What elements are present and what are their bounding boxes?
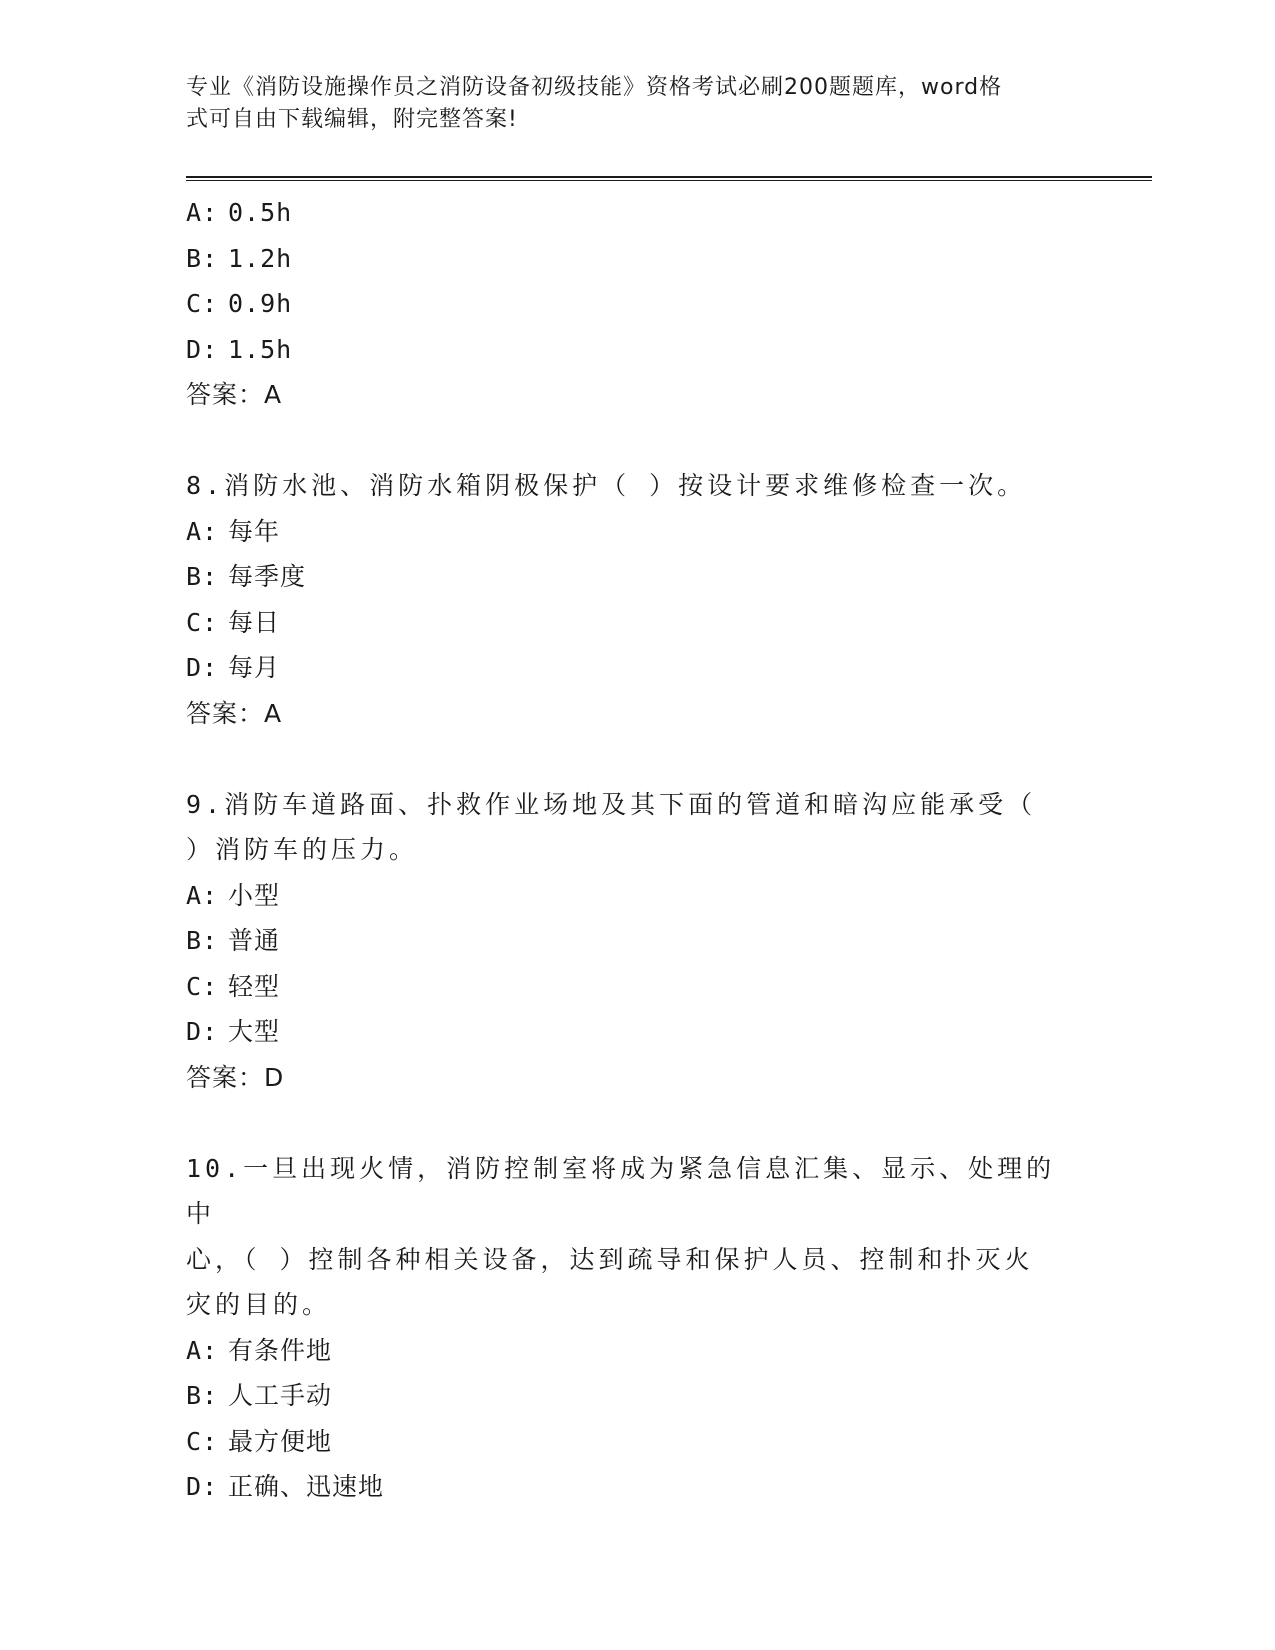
option-label: D: (186, 1017, 219, 1046)
option-text: 人工手动 (228, 1381, 333, 1410)
option-text: 1.2h (228, 243, 293, 273)
option-text: 每年 (228, 516, 281, 546)
option-label: D: (186, 653, 219, 682)
option-c (186, 964, 1086, 1010)
question-8 (186, 463, 1086, 736)
answer-line: 答案：A (186, 380, 283, 409)
option-c (186, 1419, 1086, 1465)
option-text: 0.9h (228, 289, 293, 318)
option-label: C: (186, 971, 219, 1001)
option-a (186, 873, 1086, 919)
question-stem-line-1: 10.一旦出现火情，消防控制室将成为紧急信息汇集、显示、处理的中 (186, 1153, 1056, 1228)
option-text: 小型 (228, 880, 281, 910)
option-text: 正确、迅速地 (228, 1472, 385, 1501)
option-text: 最方便地 (228, 1426, 333, 1456)
option-text: 每季度 (228, 562, 307, 591)
option-b (186, 554, 1086, 600)
option-b (186, 918, 1086, 964)
option-text: 1.5h (228, 334, 293, 364)
question-9 (186, 782, 1086, 1101)
option-text: 轻型 (228, 971, 281, 1001)
option-text: 每月 (228, 653, 281, 682)
option-d (186, 645, 1086, 691)
option-label: A: (186, 198, 219, 227)
option-label: A: (186, 880, 219, 910)
answer-line: 答案：A (186, 698, 283, 728)
option-text: 有条件地 (228, 1335, 333, 1365)
answer-line: 答案：D (186, 1062, 285, 1092)
option-text: 0.5h (228, 198, 293, 227)
question-stem: 8.消防水池、消防水箱阴极保护（ ）按设计要求维修检查一次。 (186, 471, 1027, 500)
spacer (186, 1100, 1086, 1146)
option-label: D: (186, 334, 219, 364)
option-label: B: (186, 562, 219, 591)
option-label: C: (186, 607, 219, 637)
option-label: B: (186, 243, 219, 273)
option-c (186, 281, 1086, 327)
option-a (186, 190, 1086, 236)
question-stem-line-2: 心，（ ）控制各种相关设备，达到疏导和保护人员、控制和扑灭火 (186, 1244, 1034, 1274)
option-a (186, 509, 1086, 555)
question-stem-line-3: 灾的目的。 (186, 1290, 332, 1319)
option-c (186, 600, 1086, 646)
spacer (186, 418, 1086, 464)
option-b (186, 236, 1086, 282)
option-label: A: (186, 516, 219, 546)
option-text: 普通 (228, 926, 281, 955)
option-text: 大型 (228, 1017, 281, 1046)
question-list (186, 190, 1086, 1510)
option-label: C: (186, 289, 219, 318)
question-stem-line-1: 9.消防车道路面、扑救作业场地及其下面的管道和暗沟应能承受（ (186, 789, 1037, 819)
question-7-partial (186, 190, 1086, 418)
option-b (186, 1373, 1086, 1419)
option-d (186, 1009, 1086, 1055)
header-divider (186, 176, 1152, 181)
option-text: 每日 (228, 607, 281, 637)
option-label: B: (186, 1381, 219, 1410)
option-label: C: (186, 1426, 219, 1456)
option-d (186, 1464, 1086, 1510)
option-d (186, 327, 1086, 373)
header-title-line-2: 式可自由下载编辑，附完整答案! (186, 107, 518, 132)
question-stem-line-2: ）消防车的压力。 (186, 835, 419, 864)
question-10 (186, 1146, 1086, 1510)
option-label: A: (186, 1335, 219, 1365)
option-label: B: (186, 926, 219, 955)
header-title-line-1: 专业《消防设施操作员之消防设备初级技能》资格考试必刷200题题库，word格 (186, 75, 1003, 100)
spacer (186, 736, 1086, 782)
option-a (186, 1328, 1086, 1374)
document-header (186, 72, 1066, 136)
option-label: D: (186, 1472, 219, 1501)
